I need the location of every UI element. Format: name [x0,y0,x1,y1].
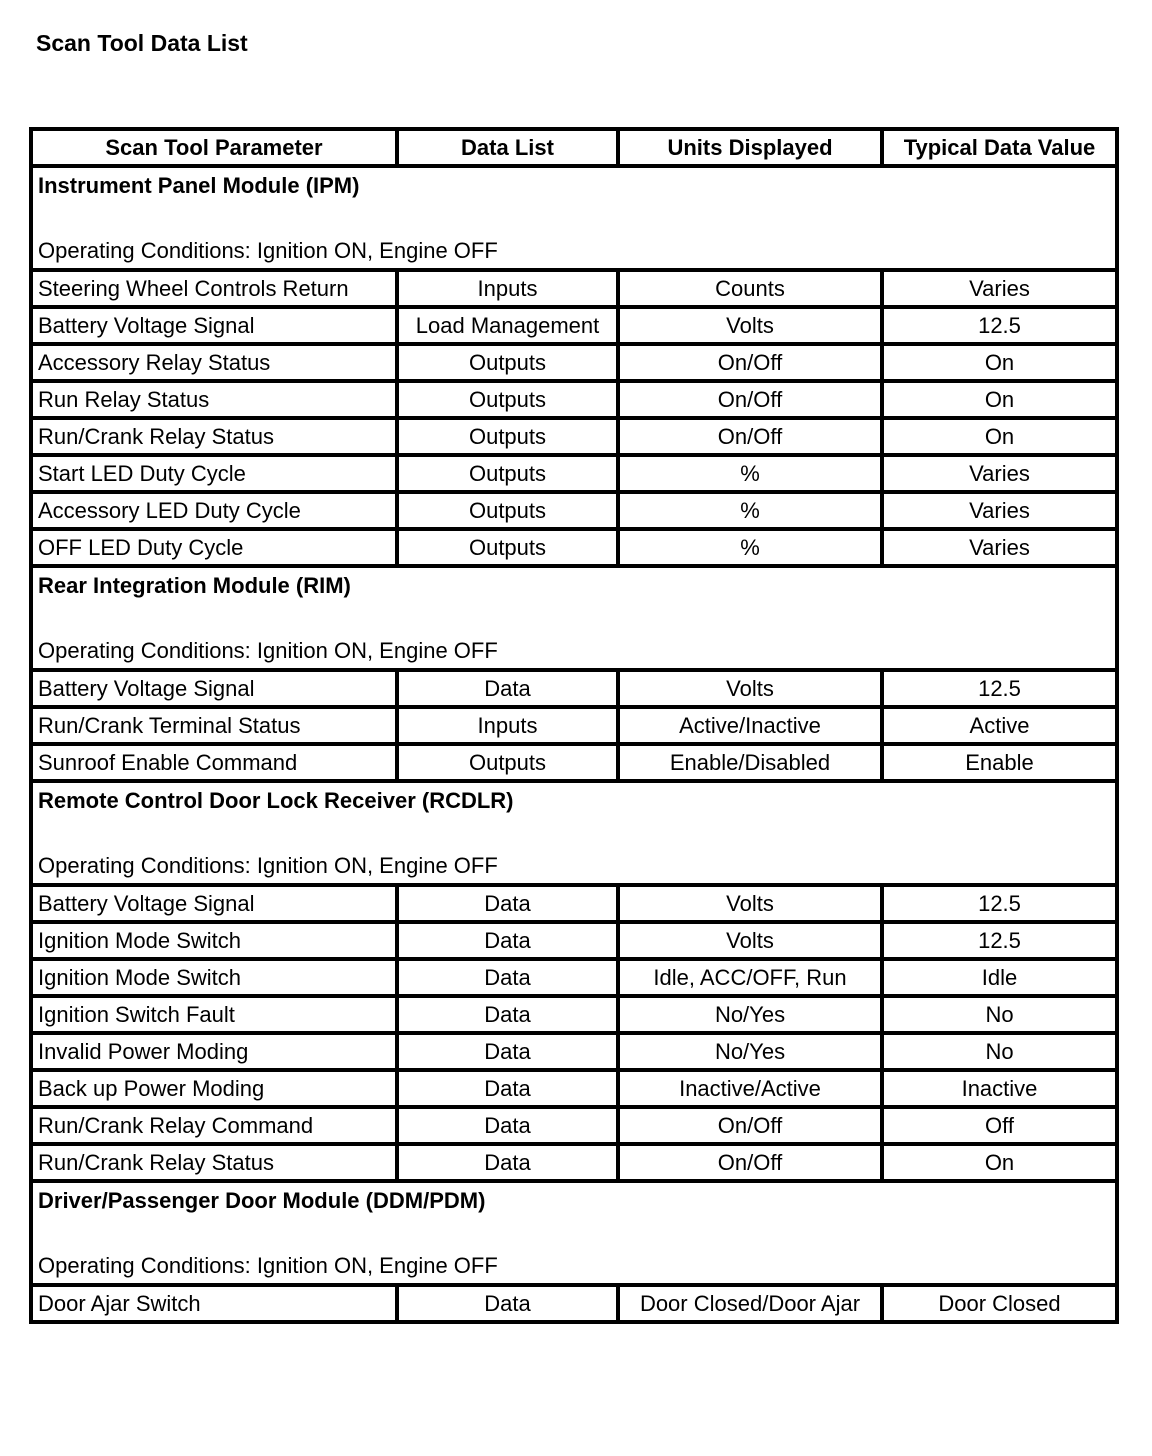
parameter-cell: Steering Wheel Controls Return [31,270,397,307]
data-list-cell: Outputs [397,744,618,781]
units-cell: No/Yes [618,1033,882,1070]
table-row [31,1285,1117,1322]
parameter-cell: Ignition Mode Switch [31,922,397,959]
typical-value-cell: Varies [882,270,1117,307]
table-row [31,744,1117,781]
table-row [31,996,1117,1033]
table-row [31,381,1117,418]
table-row [31,922,1117,959]
header-scan-tool-parameter: Scan Tool Parameter [31,129,397,166]
table-row [31,344,1117,381]
units-cell: On/Off [618,344,882,381]
section-title: Rear Integration Module (RIM) [38,573,351,598]
parameter-cell: Battery Voltage Signal [31,670,397,707]
units-cell: Door Closed/Door Ajar [618,1285,882,1322]
operating-conditions: Operating Conditions: Ignition ON, Engine OFF [38,1253,498,1278]
data-list-cell: Outputs [397,381,618,418]
units-cell: On/Off [618,418,882,455]
table-row [31,1144,1117,1181]
section-header-ipm [31,166,1117,270]
units-cell: Volts [618,670,882,707]
section-header-rim [31,566,1117,670]
header-data-list: Data List [397,129,618,166]
parameter-cell: Door Ajar Switch [31,1285,397,1322]
typical-value-cell: Off [882,1107,1117,1144]
typical-value-cell: Idle [882,959,1117,996]
typical-value-cell: On [882,344,1117,381]
units-cell: Active/Inactive [618,707,882,744]
parameter-cell: Run/Crank Relay Command [31,1107,397,1144]
units-cell: % [618,455,882,492]
section-header-rcdlr [31,781,1117,885]
units-cell: On/Off [618,1107,882,1144]
operating-conditions: Operating Conditions: Ignition ON, Engine OFF [38,853,498,878]
units-cell: Volts [618,922,882,959]
units-cell: No/Yes [618,996,882,1033]
header-units-displayed: Units Displayed [618,129,882,166]
section-header-row [31,1181,1117,1285]
units-cell: % [618,492,882,529]
data-list-cell: Data [397,1107,618,1144]
parameter-cell: Run/Crank Terminal Status [31,707,397,744]
data-list-cell: Outputs [397,529,618,566]
data-list-cell: Data [397,1070,618,1107]
units-cell: Volts [618,307,882,344]
operating-conditions: Operating Conditions: Ignition ON, Engine OFF [38,238,498,263]
table-row [31,418,1117,455]
parameter-cell: Invalid Power Moding [31,1033,397,1070]
section-header-ddm-pdm [31,1181,1117,1285]
units-cell: % [618,529,882,566]
data-list-cell: Data [397,885,618,922]
data-list-cell: Outputs [397,344,618,381]
parameter-cell: Start LED Duty Cycle [31,455,397,492]
table-header-row [31,129,1117,166]
typical-value-cell: Enable [882,744,1117,781]
table-row [31,670,1117,707]
data-list-cell: Outputs [397,455,618,492]
table-row [31,307,1117,344]
table-row [31,529,1117,566]
data-list-cell: Data [397,922,618,959]
data-list-cell: Data [397,1033,618,1070]
units-cell: Idle, ACC/OFF, Run [618,959,882,996]
typical-value-cell: Varies [882,492,1117,529]
data-list-cell: Outputs [397,492,618,529]
parameter-cell: Battery Voltage Signal [31,885,397,922]
typical-value-cell: On [882,381,1117,418]
parameter-cell: Ignition Switch Fault [31,996,397,1033]
typical-value-cell: 12.5 [882,670,1117,707]
units-cell: Counts [618,270,882,307]
header-typical-data-value: Typical Data Value [882,129,1117,166]
data-list-cell: Data [397,959,618,996]
parameter-cell: Accessory Relay Status [31,344,397,381]
parameter-cell: Sunroof Enable Command [31,744,397,781]
typical-value-cell: Inactive [882,1070,1117,1107]
typical-value-cell: Varies [882,455,1117,492]
typical-value-cell: 12.5 [882,922,1117,959]
table-row [31,1107,1117,1144]
typical-value-cell: 12.5 [882,307,1117,344]
parameter-cell: Battery Voltage Signal [31,307,397,344]
data-list-cell: Data [397,996,618,1033]
data-list-cell: Data [397,1144,618,1181]
table-row [31,885,1117,922]
table-row [31,1070,1117,1107]
parameter-cell: Accessory LED Duty Cycle [31,492,397,529]
parameter-cell: Run Relay Status [31,381,397,418]
data-list-cell: Inputs [397,270,618,307]
units-cell: Enable/Disabled [618,744,882,781]
page-title: Scan Tool Data List [36,30,248,56]
parameter-cell: Back up Power Moding [31,1070,397,1107]
parameter-cell: Run/Crank Relay Status [31,1144,397,1181]
parameter-cell: Run/Crank Relay Status [31,418,397,455]
typical-value-cell: Door Closed [882,1285,1117,1322]
table-row [31,959,1117,996]
section-title: Instrument Panel Module (IPM) [38,173,360,198]
units-cell: On/Off [618,381,882,418]
parameter-cell: Ignition Mode Switch [31,959,397,996]
section-header-row [31,781,1117,885]
scan-tool-data-table [29,127,1119,1324]
data-list-cell: Outputs [397,418,618,455]
table-row [31,455,1117,492]
data-list-cell: Data [397,670,618,707]
units-cell: Inactive/Active [618,1070,882,1107]
section-header-row [31,166,1117,270]
typical-value-cell: No [882,996,1117,1033]
typical-value-cell: Varies [882,529,1117,566]
section-title: Driver/Passenger Door Module (DDM/PDM) [38,1188,486,1213]
data-list-cell: Inputs [397,707,618,744]
typical-value-cell: Active [882,707,1117,744]
typical-value-cell: No [882,1033,1117,1070]
table-row [31,1033,1117,1070]
typical-value-cell: 12.5 [882,885,1117,922]
table-row [31,270,1117,307]
typical-value-cell: On [882,418,1117,455]
section-header-row [31,566,1117,670]
units-cell: On/Off [618,1144,882,1181]
data-list-cell: Load Management [397,307,618,344]
table-row [31,707,1117,744]
parameter-cell: OFF LED Duty Cycle [31,529,397,566]
section-title: Remote Control Door Lock Receiver (RCDLR) [38,788,514,813]
data-list-cell: Data [397,1285,618,1322]
operating-conditions: Operating Conditions: Ignition ON, Engine OFF [38,638,498,663]
units-cell: Volts [618,885,882,922]
typical-value-cell: On [882,1144,1117,1181]
table-row [31,492,1117,529]
